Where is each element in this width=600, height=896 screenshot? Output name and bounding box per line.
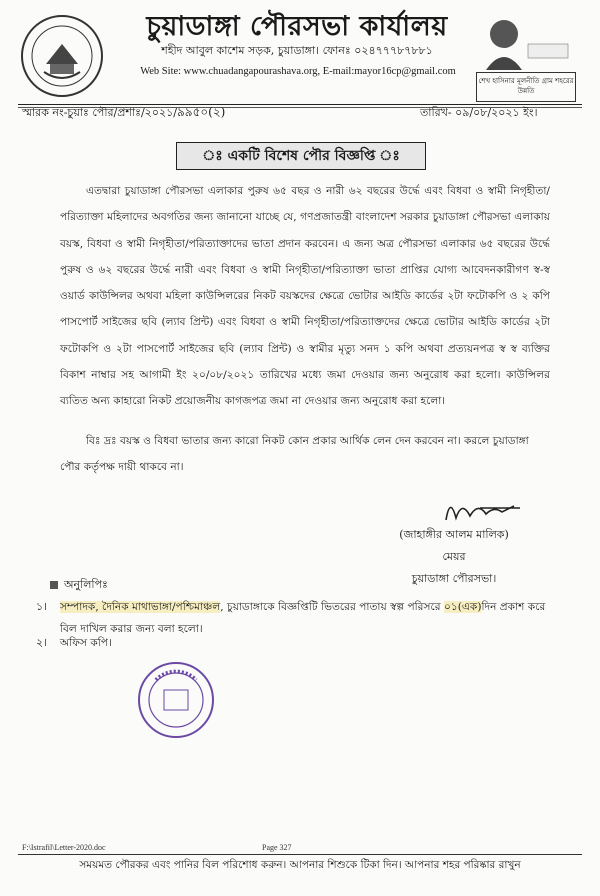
notice-title: ঃ একটি বিশেষ পৌর বিজ্ঞপ্তি ঃ <box>176 142 426 170</box>
notice-note <box>60 428 550 481</box>
bullet-icon <box>50 581 58 589</box>
copy-item-number: ১। <box>36 600 48 613</box>
copy-item-number: ২। <box>36 636 48 649</box>
copy-recipient: সম্পাদক, দৈনিক মাথাভাঙ্গা/পশ্চিমাঞ্চল <box>60 601 221 613</box>
body-paragraph: এতদ্বারা চুয়াডাঙ্গা পৌরসভা এলাকার পুরুষ ৬৫ বছর ও নারী ৬২ বছরের উর্দ্ধে এবং বিধবা ও স্বামী নিগৃহীতা/পরিত্যাক্তা মহিলাদের অবগতির জন্য জানানো যাচ্ছে যে, গণপ্রজাতন্ত্রী বাংলাদেশ সরকার চুয়াডাঙ্গা পৌরসভা এলাকায় বয়স্ক, বিধবা ও স্বামী নিগৃহীতা/পরিত্যাক্তাদের ভাতা প্রদান করবেন। এ জন্য অত্র পৌরসভা এলাকার ৬৫ বছরের উর্দ্ধে পুরুষ ও ৬২ বছরের উর্দ্ধে নারী এবং বিধবা ও স্বামী নিগৃহীতা/পরিত্যাক্তা ভাতা প্রাপ্তির যোগ্য আবেদনকারীগণ স্ব-স্ব ওয়ার্ড কাউন্সিলর অথবা মহিলা কাউন্সিলরের নিকট বয়স্কদের ক্ষেত্রে ভোটার আইডি কার্ডের ২টা ফটোকপি ও ২ কপি পাসপোর্ট সাইজের ছবি (ল্যাব প্রিন্ট) এবং বিধবা ও স্বামী নিগৃহীতা/পরিত্যাক্তদের ক্ষেত্রে ভোটার আইডি কার্ডের ২টা ফটোকপি ও ২টা পাসপোর্ট সাইজের ছবি (ল্যাব প্রিন্ট) ও স্বামীর মৃত্যু সনদ ১ কপি অথবা প্রত্যয়নপত্র স্ব স্ব ব্যক্তির বিকাশ নাম্বার সহ আগামী ইং ২০/০৮/২০২১ তারিখের মধ্যে জমা দেওয়ার জন্য অনুরোধ করা হলো। কাউন্সিলর ব্যতিত অন্য কাহারো নিকট প্রয়োজনীয় কাগজপত্র জমা না দেওয়ার জন্য অনুরোধ করা হলো। <box>60 185 550 408</box>
office-title: চুয়াডাঙ্গা পৌরসভা কার্যালয় <box>146 11 448 42</box>
memo-reference <box>22 104 225 124</box>
file-path: F:\Istrafil\Letter-2020.doc <box>22 843 106 852</box>
office-address: শহীদ আবুল কাশেম সড়ক, চুয়াডাঙ্গা। ফোনঃ ০২৪৭৭৭৮৭৮৮১ <box>161 44 433 57</box>
footer-slogan: সময়মত পৌরকর এবং পানির বিল পরিশোধ করুন। আপনার শিশুকে টিকা দিন। আপনার শহর পরিষ্কার রাখুন <box>79 859 521 871</box>
copy-item: সম্পাদক, দৈনিক মাথাভাঙ্গা/পশ্চিমাঞ্চল, চুয়াডাঙ্গাকে বিজ্ঞপ্তিটি ভিতরের পাতায় স্বল্প পরিসরে ০১(এক)দিন প্রকাশ করে বিল দাখিল করার জন্য বলা হলো। <box>60 601 546 635</box>
note-paragraph: বিঃ দ্রঃ বয়স্ক ও বিধবা ভাতার জন্য কারো নিকট কোন প্রকার আর্থিক লেন দেন করবেন না। করলে চুয়াডাঙ্গা পৌর কর্তৃপক্ষ দায়ী থাকবে না। <box>60 435 529 474</box>
copy-duration: ০১(এক) <box>443 601 482 613</box>
copies-heading: অনুলিপিঃ <box>50 576 108 595</box>
portrait-image <box>478 8 572 72</box>
memo-date: তারিখ- ০৯/০৮/২০২১ ইং। <box>420 106 538 119</box>
footer-divider <box>18 854 582 855</box>
signatory-block <box>368 524 540 590</box>
memo-label: স্মারক নং-চুয়াঃ পৌর/প্রশাঃ/২০২১/ <box>22 106 178 119</box>
copy-item: অফিস কপি। <box>60 637 112 649</box>
signature <box>440 492 530 528</box>
slogan-box: শেখ হাসিনার মূলনীতি গ্রাম শহরের উন্নতি <box>476 72 576 102</box>
office-seal <box>136 660 216 740</box>
signatory-title: মেয়র <box>442 550 466 563</box>
notice-body <box>60 178 550 415</box>
page-number: Page 327 <box>262 843 292 852</box>
signatory-office: চুয়াডাঙ্গা পৌরসভা। <box>411 572 497 585</box>
signatory-name: (জাহাঙ্গীর আলম মালিক) <box>399 528 509 541</box>
contact-line: Web Site: www.chuadangapourashava.org, E-mail:mayor16cp@gmail.com <box>140 66 456 77</box>
memo-number: ৯৯৫০(২) <box>177 105 226 119</box>
municipality-logo <box>20 14 104 98</box>
